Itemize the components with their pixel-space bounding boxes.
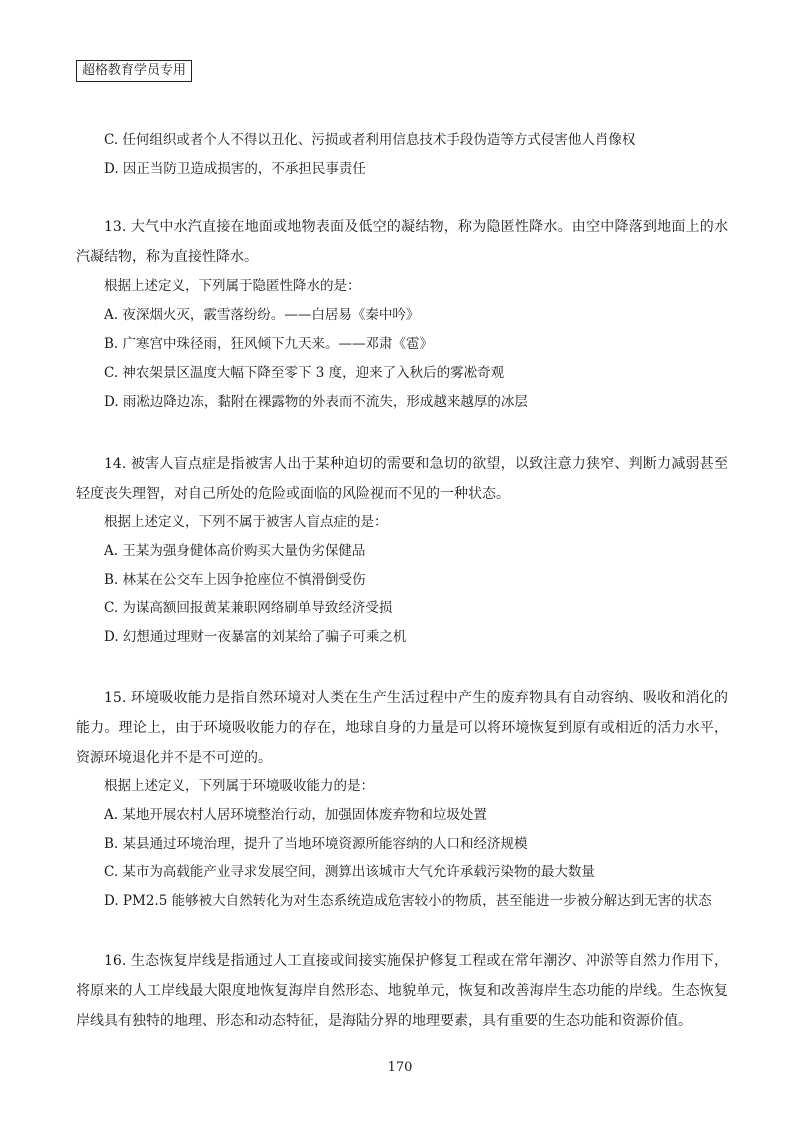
q13-option-b: B. 广寒宫中珠径雨，狂风倾下九天来。——邓肃《雹》 <box>104 336 434 352</box>
q14-option-c: C. 为谋高额回报黄某兼职网络刷单导致经济受损 <box>104 600 393 616</box>
q16-definition: 16. 生态恢复岸线是指通过人工直接或间接实施保护修复工程或在常年潮汐、冲淤等自然力作用下，将原来的人工岸线最大限度地恢复海岸自然形态、地貌单元，恢复和改善海岸生态功能的岸线。生态恢复岸线具有独特的地理、形态和动态特征，是海陆分界的地理要素，具有重要的生态功能和资源价值。 <box>76 953 728 1029</box>
q14-option-a: A. 王某为强身健体高价购买大量伪劣保健品 <box>104 543 366 559</box>
q14-option-b: B. 林某在公交车上因争抢座位不慎滑倒受伤 <box>104 572 366 588</box>
page-number: 170 <box>387 1060 413 1075</box>
prev-option-c: C. 任何组织或者个人不得以丑化、污损或者利用信息技术手段伪造等方式侵害他人肖像权 <box>104 132 636 148</box>
watermark-stamp: 超格教育学员专用 <box>76 60 192 82</box>
q13-option-d: D. 雨凇边降边冻，黏附在裸露物的外表而不流失，形成越来越厚的冰层 <box>104 394 528 410</box>
q15-option-b: B. 某县通过环境治理，提升了当地环境资源所能容纳的人口和经济规模 <box>104 836 528 852</box>
q15-option-a: A. 某地开展农村人居环境整治行动，加强固体废弃物和垃圾处置 <box>104 807 487 823</box>
q15-definition: 15. 环境吸收能力是指自然环境对人类在生产生活过程中产生的废弃物具有自动容纳、吸收和消化的能力。理论上，由于环境吸收能力的存在，地球自身的力量是可以将环境恢复到原有或相近的活力水平，资源环境退化并不是不可逆的。 <box>76 690 728 766</box>
q14-option-d: D. 幻想通过理财一夜暴富的刘某给了骗子可乘之机 <box>104 629 407 645</box>
prev-option-d: D. 因正当防卫造成损害的，不承担民事责任 <box>104 161 366 177</box>
q13-option-a: A. 夜深烟火灭，霰雪落纷纷。——白居易《秦中吟》 <box>104 307 420 323</box>
q13-option-c: C. 神农架景区温度大幅下降至零下 3 度，迎来了入秋后的雾凇奇观 <box>104 365 505 381</box>
q14-stem: 根据上述定义，下列不属于被害人盲点症的是： <box>104 514 388 530</box>
q15-stem: 根据上述定义，下列属于环境吸收能力的是： <box>104 778 374 794</box>
q14-definition: 14. 被害人盲点症是指被害人出于某种迫切的需要和急切的欲望，以致注意力狭窄、判断力减弱甚至轻度丧失理智，对自己所处的危险或面临的风险视而不见的一种状态。 <box>76 456 728 502</box>
q15-option-c: C. 某市为高载能产业寻求发展空间，测算出该城市大气允许承载污染物的最大数量 <box>104 864 595 880</box>
q13-definition: 13. 大气中水汽直接在地面或地物表面及低空的凝结物，称为隐匿性降水。由空中降落到地面上的水汽凝结物，称为直接性降水。 <box>76 219 728 265</box>
q13-stem: 根据上述定义，下列属于隐匿性降水的是： <box>104 278 361 294</box>
q15-option-d: D. PM2.5 能够被大自然转化为对生态系统造成危害较小的物质，甚至能进一步被分解达到无害的状态 <box>104 893 712 909</box>
